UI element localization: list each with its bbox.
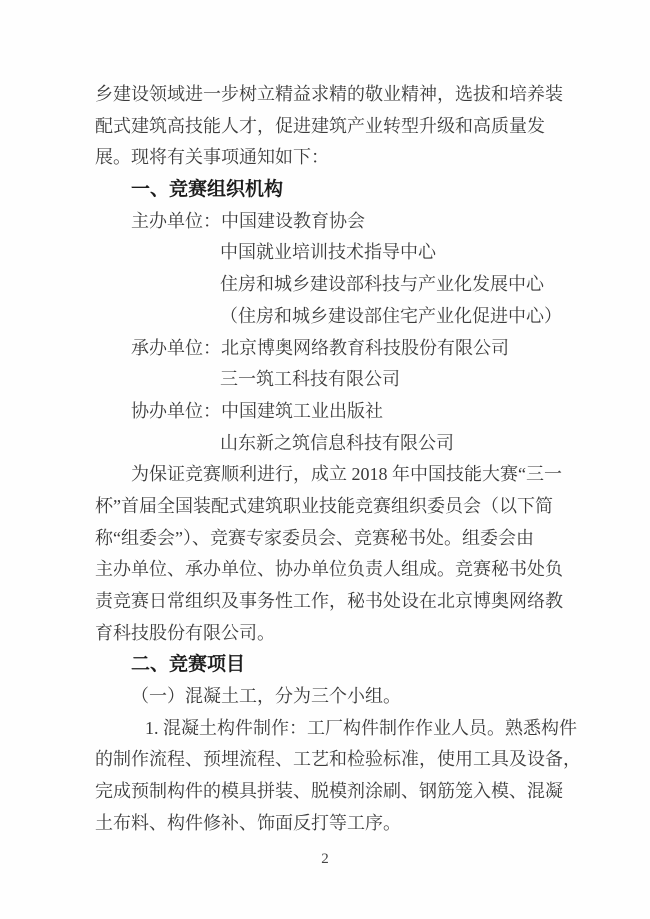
doc-line-host-unit: 主办单位：中国建设教育协会 bbox=[131, 210, 365, 231]
doc-line-subsection-concrete: （一）混凝土工，分为三个小组。 bbox=[131, 686, 401, 707]
doc-line-host-unit: （住房和城乡建设部住宅产业化促进中心） bbox=[220, 305, 562, 326]
doc-line-coorganizer-unit: 协办单位：中国建筑工业出版社 bbox=[131, 400, 383, 421]
doc-line: 责竞赛日常组织及事务性工作，秘书处设在北京博奥网络教 bbox=[95, 591, 563, 611]
doc-line-host-unit: 住房和城乡建设部科技与产业化发展中心 bbox=[220, 274, 544, 295]
doc-line: 为保证竞赛顺利进行，成立 2018 年中国技能大赛“三一 bbox=[131, 464, 562, 485]
doc-line-organizer-unit: 承办单位：北京博奥网络教育科技股份有限公司 bbox=[131, 337, 509, 358]
doc-line-organizer-unit: 三一筑工科技有限公司 bbox=[220, 369, 400, 390]
doc-line: 展。现将有关事项通知如下： bbox=[95, 147, 329, 168]
doc-line: 的制作流程、预埋流程、工艺和检验标准，使用工具及设备， bbox=[95, 749, 581, 770]
doc-line-host-unit: 中国就业培训技术指导中心 bbox=[220, 242, 436, 263]
doc-line: 配式建筑高技能人才，促进建筑产业转型升级和高质量发 bbox=[95, 115, 545, 136]
doc-line: 杯”首届全国装配式建筑职业技能竞赛组织委员会（以下简 bbox=[95, 495, 553, 516]
section-heading-organization: 一、竞赛组织机构 bbox=[131, 179, 284, 201]
doc-line: 土布料、构件修补、饰面反打等工序。 bbox=[95, 812, 401, 833]
page-number: 2 bbox=[321, 850, 329, 867]
doc-line: 育科技股份有限公司。 bbox=[95, 622, 275, 643]
doc-line: 称“组委会”）、竞赛专家委员会、竞赛秘书处。组委会由 bbox=[95, 527, 534, 548]
doc-line: 完成预制构件的模具拼装、脱模剂涂刷、钢筋笼入模、混凝 bbox=[95, 781, 563, 802]
doc-line: 乡建设领域进一步树立精益求精的敬业精神，选拔和培养装 bbox=[95, 84, 563, 104]
doc-line-coorganizer-unit: 山东新之筑信息科技有限公司 bbox=[220, 432, 454, 453]
doc-line: 主办单位、承办单位、协办单位负责人组成。竞赛秘书处负 bbox=[95, 559, 563, 580]
section-heading-competition-items: 二、竞赛项目 bbox=[131, 654, 246, 676]
doc-line-item-1: 1. 混凝土构件制作：工厂构件制作作业人员。熟悉构件 bbox=[145, 717, 577, 738]
